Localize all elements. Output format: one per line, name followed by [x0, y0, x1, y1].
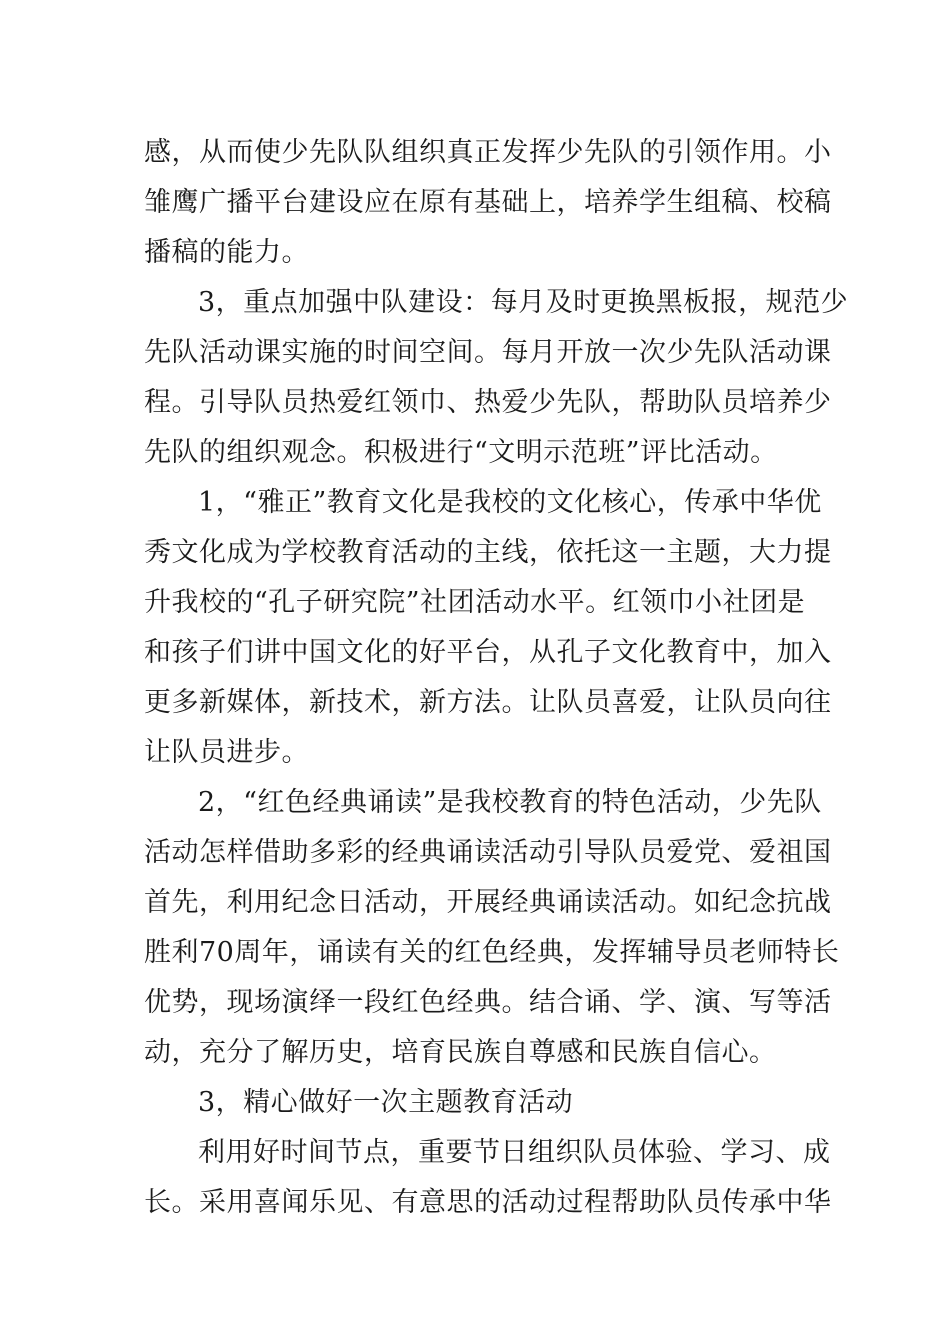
text-line-5: 先队活动课实施的时间空间。每月开放一次少先队活动课 [144, 337, 832, 368]
text-line-21: 利用好时间节点，重要节日组织队员体验、学习、成 [198, 1137, 831, 1168]
document-body [144, 128, 849, 1228]
text-line-18: 优势，现场演绎一段红色经典。结合诵、学、演、写等活 [144, 987, 832, 1018]
text-line-22: 长。采用喜闻乐见、有意思的活动过程帮助队员传承中华 [144, 1187, 832, 1218]
text-line-3: 播稿的能力。 [144, 237, 309, 268]
text-line-19: 动，充分了解历史，培育民族自尊感和民族自信心。 [144, 1037, 777, 1068]
text-line-12: 更多新媒体，新技术，新方法。让队员喜爱，让队员向往 [144, 687, 832, 718]
text-line-11: 和孩子们讲中国文化的好平台，从孔子文化教育中，加入 [144, 637, 832, 668]
text-line-1: 感，从而使少先队队组织真正发挥少先队的引领作用。小 [144, 137, 832, 168]
text-line-20: 3，精心做好一次主题教育活动 [198, 1087, 574, 1118]
text-line-6: 程。引导队员热爱红领巾、热爱少先队，帮助队员培养少 [144, 387, 832, 418]
text-line-10: 升我校的“孔子研究院”社团活动水平。红领巾小社团是 [144, 587, 806, 618]
text-line-17: 胜利70周年，诵读有关的红色经典，发挥辅导员老师特长 [144, 937, 840, 968]
text-line-16: 首先，利用纪念日活动，开展经典诵读活动。如纪念抗战 [144, 887, 832, 918]
text-line-4: 3，重点加强中队建设：每月及时更换黑板报，规范少 [198, 287, 849, 318]
text-line-7: 先队的组织观念。积极进行“文明示范班”评比活动。 [144, 437, 778, 468]
text-line-14: 2，“红色经典诵读”是我校教育的特色活动，少先队 [198, 787, 822, 818]
text-line-9: 秀文化成为学校教育活动的主线，依托这一主题，大力提 [144, 537, 832, 568]
text-line-13: 让队员进步。 [144, 737, 309, 768]
text-line-2: 雏鹰广播平台建设应在原有基础上，培养学生组稿、校稿 [144, 187, 832, 218]
text-line-15: 活动怎样借助多彩的经典诵读活动引导队员爱党、爱祖国 [144, 837, 832, 868]
text-line-8: 1，“雅正”教育文化是我校的文化核心，传承中华优 [198, 487, 822, 518]
